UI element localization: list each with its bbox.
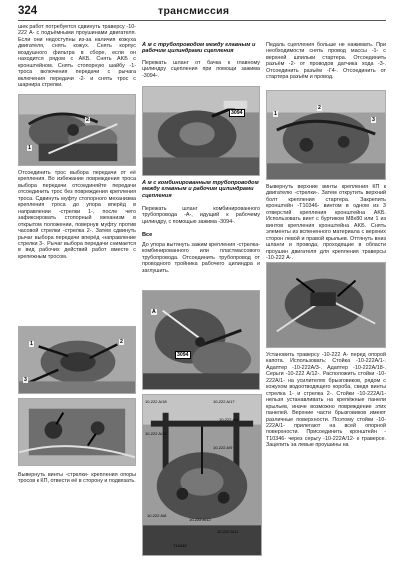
right-paragraph-2: Вывернуть верхние винты крепления КП к двигателю -стрелки-. Затем открутить верхний болт крепления стартера. Закрепить кронштейн -T10346- винтом в одном из 3 отверстий крепления кронштейна AKБ. Использовать винт с буртиком M8x80 или 1 из винтов крепления кронштейна AKБ. Снять элементы из вспененного материала с верхних сторон левой и правой крыльев. Оттянуть вниз шланги и провода, проходящие в области проушин двигателя для крепления траверсы -10-222 А-. [266,184,386,261]
figure-engine-traverse-photo [142,394,262,556]
mid-paragraph-1: Пережать шланг от бачка к главному цилиндру сцепления при помощи зажима -3094-. [142,60,260,79]
figure-cable-bracket-photo [18,398,136,466]
mid-paragraph-3: До упора вытянуть зажим крепления -стрелка- комбинированного или пластмассового трубопровода. Отсоединить трубопровод от проводного тройника рабочего цилиндра и заглушить. [142,242,260,274]
figure-callout-arrow-2: 2 [120,339,123,345]
traverse-label-a18: 10-222 A/18 [145,399,167,404]
figure-callout-sensor-3: 3 [372,117,375,123]
figure-callout-ground-wire: 1 [274,111,277,117]
mid-caption-2: А м с комбинированным трубопроводом между главным и рабочим цилиндрами сцепления [142,180,259,199]
right-paragraph-1: Педаль сцепления больше не нажимать. При необходимости снять провод массы -1- с верхней шпильки стартера. Отсоединить разъём -2- от проводов датчика хода -3-. Отсоединить разъём -Г4-. Отсоединить от стартера разъём и провод. [266,42,386,81]
left-paragraph-3: Вывернуть винты -стрелки- крепления опоры тросов к КП, отвести её в сторону и подвязать. [18,472,136,485]
mid-paragraph-2: Пережать шланг комбинированного трубопровода -А-, идущий к рабочему цилиндру, с помощью зажима -3094-. [142,206,260,225]
figure-selector-lever-photo [18,326,136,394]
mid-caption-1: А м с трубопроводом между главным и рабочим цилиндрами сцепления [142,42,256,55]
figure-callout-2: 2 [86,117,89,123]
traverse-label-a12: 10-222 A/12 [145,431,167,436]
traverse-label-a8: 10-222 A/8 [147,513,167,518]
traverse-label-a12-b: 10-222 A/12 [189,517,211,522]
chapter-title: трансмиссия [158,5,230,17]
figure-callout-3094-b: 3094 [177,352,189,358]
figure-callout-arrow-1: 1 [30,341,33,347]
figure-callout-1: 1 [28,145,31,151]
left-paragraph-1: шек работ потребуется сдвинуть траверсу -10-222 А- с подъёмными проушинами двигателя. Если они недоступны из-за наличия кожуха двигателя, снять кожух. Снять корпус воздушного фильтра в сборе, если он находится рядом с AKБ. Снять AKБ с кронштейном. Снять стопорную шайбу -1- троса включения передачи с рычага включения передачи -2- и снять трос с шарнира стрелки. [18,24,136,89]
traverse-label-a9: 10-222 A/9 [213,445,233,450]
header-divider [18,20,386,21]
right-paragraph-3: Установить траверсу -10-222 А- перед опорой капота. Использовать: Стойка -10-222А/1-. Адаптер -10-222А/3-. Адаптер -10-222А/18-. Серьги -10-222 А/12-. Расположить стойки -10-222А/1- на усилителях брызговиков, рядом с кожухом водоотводящего короба, сведя винты стрелка 1- и стрелка 2-. Стойки -10-222А/1- нельзя устанавливать на крепёжные панели крыльев, иначе возможно повреждение этих панелей. Верхние части брызговиков имеют различные поверхности. Поэтому стойки -10-222А/1- прилегают на всей опорной поверхности. Присоединить кронштейн -T10346- через серьгу -10-222А/12- к траверсе. Зацепить за левые проушины на [266,352,386,449]
figure-clamp-photo-1 [142,86,260,176]
figure-shift-cable-photo [18,94,136,166]
figure-clamp-photo-2 [142,290,260,390]
traverse-label-a17: 10-222 A/17 [213,399,235,404]
figure-callout-a: A [152,309,156,315]
page-number: 324 [18,5,38,17]
figure-starter-wiring-photo [266,90,386,180]
figure-bracket-photo [266,262,386,348]
figure-callout-connector-2: 2 [318,105,321,111]
traverse-label-a3: 10-222 A/3 [219,417,239,422]
mid-subhead-all: Все [142,232,153,238]
traverse-label-a11: 10-222 A/11 [217,529,239,534]
figure-callout-3094: 3094 [231,110,243,116]
left-paragraph-2: Отсоединить трос выбора передачи от её крепления. Во избежание повреждения троса выбора передачи отсоединяйте передачи отсоединить трос без повреждения крепления троса. Сдвинуть муфту стопорного механизма крепления троса до упора вперёд в направлении -стрелки 1-, после чего зафиксировать стопорный механизм в открытом положении, повернув муфту против часовой стрелки -стрелка 2-. Затем сдвинуть рычаг выбора передачи вперёд -направление стрелки 3-. Рычаг выбора передачи снимается в вид рабочих действий работ вместе с крепежным тросом. [18,170,136,260]
traverse-label-t10346: T10346 [173,543,187,548]
page-header [0,0,400,24]
figure-callout-arrow-3: 3 [24,377,27,383]
